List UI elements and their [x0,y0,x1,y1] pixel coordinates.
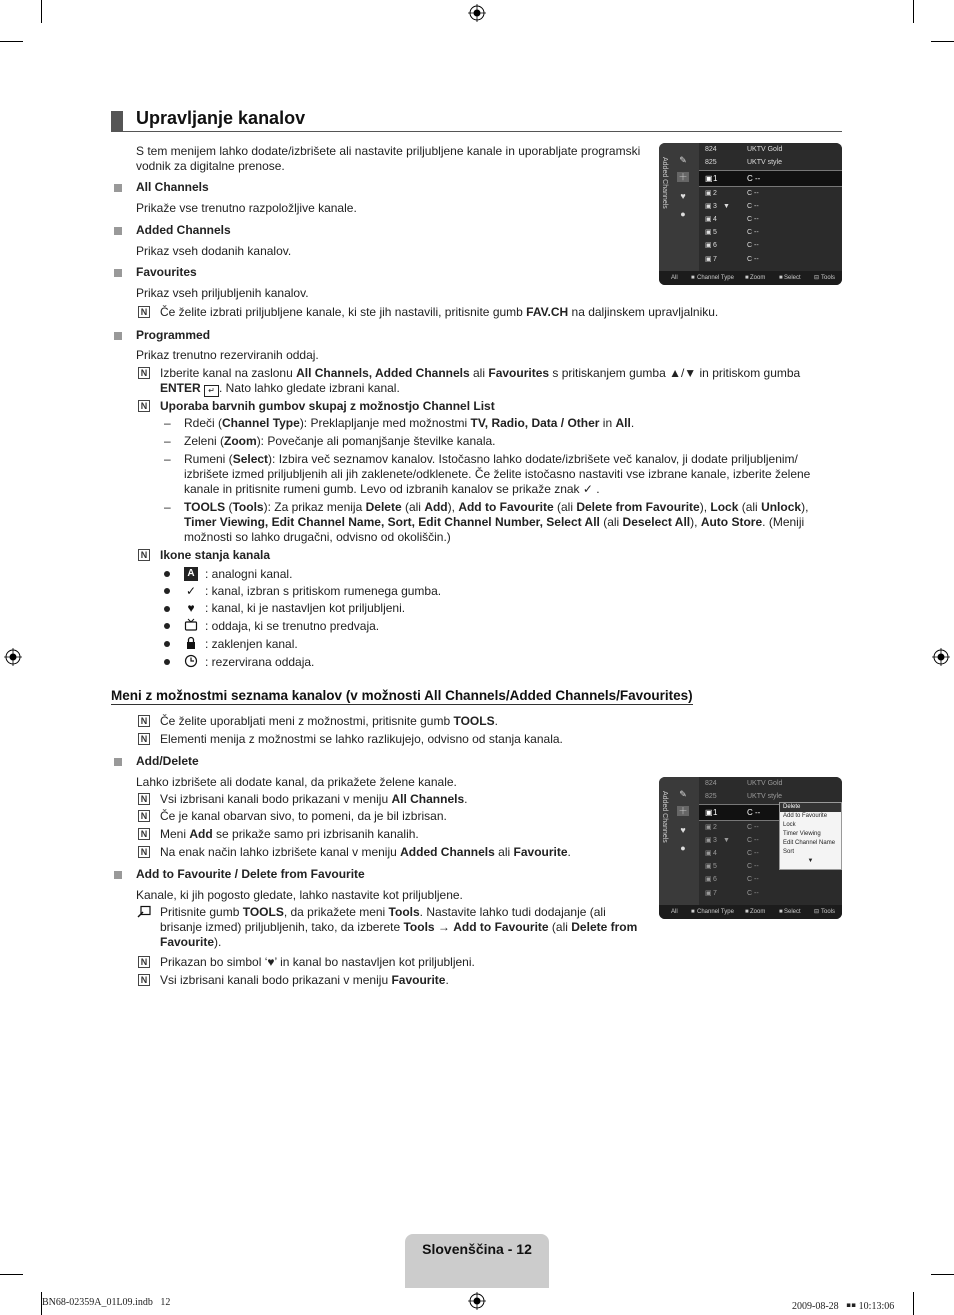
dash: – [164,452,171,466]
crop-mark [913,1292,914,1315]
bullet-square [114,227,122,235]
tv-footer: All ■ Channel Type ■ Zoom ■ Select ⊟ Tools [659,271,842,285]
tv-row-selected: ▣ 1 C -- [699,804,842,821]
add-fav-desc: Kanale, ki jih pogosto gledate, lahko nastavite kot priljubljene. [136,888,463,902]
lock-icon [184,636,198,650]
tv-row: 825 UKTV style [705,793,783,800]
registration-mark-icon [4,648,22,666]
popup-item-add-to-favourite: Add to Favourite [783,813,828,819]
bullet-dot [164,641,170,647]
note-icon: N [138,549,150,561]
crop-mark [0,1274,23,1275]
registration-mark-icon [932,648,950,666]
tv-row-selected: ▣ 1 C -- [699,170,842,187]
all-channels-desc: Prikaže vse trenutno razpoložljive kanale. [136,201,357,215]
programmed-title: Programmed [136,328,211,342]
tv-row: ▣ 5 C -- [705,229,759,236]
programmed-icon: ● [680,843,686,853]
tv-icon [184,618,198,632]
bullet-square [114,332,122,340]
add-fav-title: Add to Favourite / Delete from Favourite [136,867,365,881]
registration-mark-icon [468,1292,486,1310]
bullet-square [114,871,122,879]
programmed-desc: Prikaz trenutno rezerviranih oddaj. [136,348,319,362]
section2-note-1: Če želite uporabljati meni z možnostmi, pritisnite gumb TOOLS. [160,714,498,728]
icons-title: Ikone stanja kanala [160,548,271,562]
tv-row: ▣ 2 C -- [705,190,759,197]
add-delete-note-2: Če je kanal obarvan sivo, to pomeni, da je bil izbrisan. [160,809,447,823]
dash-tools-line-2: Timer Viewing, Edit Channel Name, Sort, Edit Channel Number, Select All (ali Deselect All), Auto Store. (Meniji [184,515,805,529]
tools-icon [137,905,151,919]
tv-row: ▣ 2 C -- [705,824,759,831]
bullet-dot [164,659,170,665]
favourites-desc: Prikaz vseh priljubljenih kanalov. [136,286,309,300]
note-icon: N [138,367,150,379]
dash-yellow-line-1: Rumeni (Select): Izbira več seznamov kanalov. Istočasno lahko dodate/izbrišete več kanalov, ji dodate priljubljenim/ [184,452,798,466]
favourites-note: Če želite izbrati priljubljene kanale, ki ste jih nastavili, pritisnite gumb FAV.CH na daljinskem upravljalniku. [160,305,719,319]
heart-icon: ♥ [267,955,275,969]
bullet-dot [164,606,170,612]
add-delete-title: Add/Delete [136,754,199,768]
icon-desc-favourite: : kanal, ki je nastavljen kot priljubljeni. [205,601,406,615]
clock-icon [184,654,198,668]
added-channels-icon: ＋ [678,172,688,182]
tv-row: 825 UKTV style [705,159,783,166]
tv-row: ▣ 6 C -- [705,876,759,883]
dash-tools-line-1: TOOLS (Tools): Za prikaz menija Delete (ali Add), Add to Favourite (ali Delete from Favourite), Lock (ali Unlock), [184,500,809,514]
tv-row: ▣ 5 C -- [705,863,759,870]
add-fav-tools-line-1: Pritisnite gumb TOOLS, da prikažete meni Tools. Nastavite lahko tudi dodajanje (ali [160,905,606,919]
note-icon: N [138,306,150,318]
note-icon: N [138,846,150,858]
popup-item-sort: Sort [783,849,795,855]
prog-note-2: Uporaba barvnih gumbov skupaj z možnostjo Channel List [160,399,495,413]
tv-row: 824 UKTV Gold [705,146,783,153]
print-date: 2009-08-28 ￭￭ 10:13:06 [792,1301,895,1312]
check-icon: ✓ [582,482,593,496]
tv-row: ▣ 4 C -- [705,216,759,223]
crop-mark [913,0,914,23]
note-icon: N [138,400,150,412]
popup-item-timer-viewing: Timer Viewing [783,831,821,837]
add-fav-tools-line-3: Favourite). [160,935,222,949]
section-heading: Meni z možnostmi seznama kanalov (v možnosti All Channels/Added Channels/Favourites) [111,688,693,703]
added-channels-desc: Prikaz vseh dodanih kanalov. [136,244,292,258]
bullet-square [114,269,122,277]
crop-mark [41,0,42,23]
popup-item-delete: Delete [780,803,841,812]
tv-channel-list-tools-screenshot [659,777,842,919]
add-delete-desc: Lahko izbrišete ali dodate kanal, da prikažete želene kanale. [136,775,457,789]
note-icon: N [138,793,150,805]
bullet-square [114,184,122,192]
tv-side-label: Added Channels [661,791,668,843]
icon-desc-reserved: : rezervirana oddaja. [205,655,315,669]
added-channels-title: Added Channels [136,223,231,237]
page-number: Slovenščina - 12 [422,1241,532,1257]
tv-row: ▣ 7 C -- [705,890,759,897]
add-fav-tools-line-2: brisanje izmed) priljubljenih, tako, da izberete Tools → Add to Favourite (ali Delete from [160,920,638,934]
enter-icon: ↵ [204,385,219,397]
tv-footer: All ■ Channel Type ■ Zoom ■ Select ⊟ Tools [659,905,842,919]
add-delete-note-1: Vsi izbrisani kanali bodo prikazani v meniju All Channels. [160,792,468,806]
title-rule [111,131,842,132]
icon-desc-selected: : kanal, izbran s pritiskom rumenega gumba. [205,584,442,598]
dash-red: Rdeči (Channel Type): Preklapljanje med možnostmi TV, Radio, Data / Other in All. [184,416,635,430]
tv-row: ▣ 3 ▼ C -- [705,203,759,210]
programmed-icon: ● [680,209,686,219]
intro-line-2: vodnik za digitalne prenose. [136,159,285,173]
title-bar [111,111,123,131]
file-info: BN68-02359A_01L09.indb 12 [42,1297,171,1308]
favourites-title: Favourites [136,265,197,279]
analog-channel-icon: A [184,567,198,581]
dash-yellow-line-2: izbrišete izmed priljubljenih ali jih zaklenete/odklenete. Če želite istočasno nastaviti vse izbrane kanale, izberite želene [184,467,811,481]
note-icon: N [138,956,150,968]
note-icon: N [138,828,150,840]
page-title: Upravljanje kanalov [136,108,306,128]
icon-desc-locked: : zaklenjen kanal. [205,637,298,651]
icon-desc-playing: : oddaja, ki se trenutno predvaja. [205,619,380,633]
tv-row: ▣ 3 ▼ C -- [705,837,759,844]
section2-note-2: Elementi menija z možnostmi se lahko razlikujejo, odvisno od stanja kanala. [160,732,563,746]
note-icon: N [138,810,150,822]
prog-note-1-line-2: ENTER ↵ . Nato lahko gledate izbrani kanal. [160,381,400,395]
tv-row: ▣ 6 C -- [705,242,759,249]
dash: – [164,416,171,430]
all-channels-icon: ✎ [679,155,687,165]
bullet-dot [164,623,170,629]
note-icon: N [138,974,150,986]
tv-side-label: Added Channels [661,157,668,209]
add-fav-note-1: Prikazan bo simbol ‘♥’ in kanal bo nastavljen kot priljubljeni. [160,955,475,969]
add-delete-note-3: Meni Add se prikaže samo pri izbrisanih kanalih. [160,827,419,841]
added-channels-icon: ＋ [678,806,688,816]
all-channels-title: All Channels [136,180,209,194]
add-fav-note-2: Vsi izbrisani kanali bodo prikazani v meniju Favourite. [160,973,449,987]
icon-desc-analog: : analogni kanal. [205,567,293,581]
bullet-square [114,758,122,766]
check-icon: ✓ [185,584,197,598]
intro-line-1: S tem menijem lahko dodate/izbrišete ali nastavite priljubljene kanale in uporabljate programski [136,144,641,158]
note-icon: N [138,733,150,745]
note-icon: N [138,715,150,727]
tv-row: 824 UKTV Gold [705,780,783,787]
bullet-dot [164,588,170,594]
tv-channel-list-screenshot [659,143,842,285]
tools-popup-menu [779,802,842,870]
popup-item-lock: Lock [783,822,796,828]
popup-scroll-down-icon: ▼ [807,858,814,864]
dash: – [164,500,171,514]
tv-row: ▣ 4 C -- [705,850,759,857]
registration-mark-icon [468,4,486,22]
tv-row: ▣ 7 C -- [705,256,759,263]
popup-item-edit-channel-name: Edit Channel Name [783,840,836,846]
crop-mark [931,1274,954,1275]
dash-green: Zeleni (Zoom): Povečanje ali pomanjšanje številke kanala. [184,434,496,448]
prog-note-1-line-1: Izberite kanal na zaslonu All Channels, Added Channels ali Favourites s pritiskanjem gumba ▲/▼ in pritiskom gumba [160,366,801,380]
bullet-dot [164,571,170,577]
crop-mark [931,41,954,42]
heart-icon: ♥ [187,601,195,615]
favourites-icon: ♥ [680,191,686,201]
favourites-icon: ♥ [680,825,686,835]
add-delete-note-4: Na enak način lahko izbrišete kanal v meniju Added Channels ali Favourite. [160,845,571,859]
dash-tools-line-3: možnosti so lahko drugačni, odvisno od okoliščin.) [184,530,451,544]
dash: – [164,434,171,448]
dash-yellow-line-3: kanale in pritisnite rumeni gumb. Levo od izbranih kanalov se prikaže znak ✓ . [184,482,600,496]
crop-mark [0,41,23,42]
all-channels-icon: ✎ [679,789,687,799]
